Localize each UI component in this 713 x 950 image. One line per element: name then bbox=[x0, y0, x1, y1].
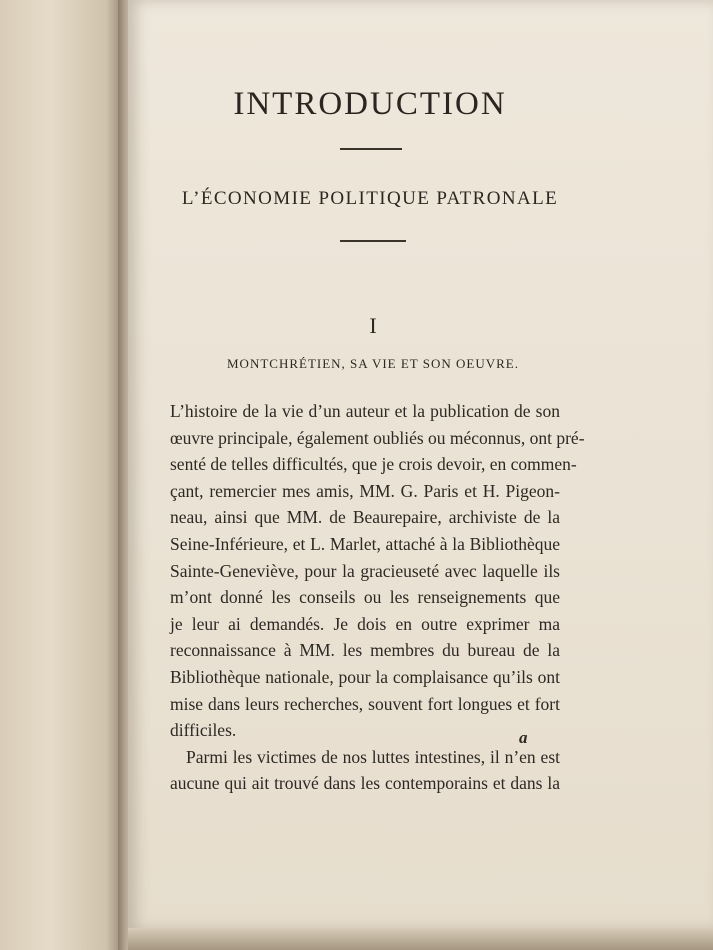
signature-mark: a bbox=[519, 728, 528, 747]
text-line: difficiles. bbox=[170, 720, 237, 741]
text-line: Bibliothèque nationale, pour la complaisance qu’ils ont bbox=[170, 666, 560, 687]
text-line: Sainte-Geneviève, pour la gracieuseté avec laquelle ils bbox=[170, 560, 560, 581]
text-line: reconnaissance à MM. les membres du bureau de la bbox=[170, 640, 560, 661]
text-line: je leur ai demandés. Je dois en outre exprimer ma bbox=[170, 613, 560, 634]
subtitle-rule bbox=[340, 240, 406, 242]
text-line: aucune qui ait trouvé dans les contemporains et dans la bbox=[170, 773, 560, 794]
text-line: L’histoire de la vie d’un auteur et la publication de son bbox=[170, 401, 560, 421]
title-rule bbox=[340, 148, 402, 150]
text-line: Parmi les victimes de nos luttes intestines, il n’en est bbox=[186, 746, 560, 767]
text-line: mise dans leurs recherches, souvent fort longues et fort bbox=[170, 693, 560, 714]
section-numeral: I bbox=[369, 313, 377, 338]
page-subtitle: L’ÉCONOMIE POLITIQUE PATRONALE bbox=[181, 188, 559, 209]
text-line: œuvre principale, également oubliés ou méconnus, ont pré- bbox=[170, 427, 585, 448]
page-bottom-edge bbox=[128, 928, 713, 950]
text-line: neau, ainsi que MM. de Beaurepaire, archiviste de la bbox=[170, 507, 560, 528]
page-title: INTRODUCTION bbox=[233, 86, 507, 122]
section-title: MONTCHRÉTIEN, SA VIE ET SON OEUVRE. bbox=[227, 356, 519, 371]
text-line: m’ont donné les conseils ou les renseignements que bbox=[170, 587, 560, 608]
body-text bbox=[170, 398, 585, 797]
text-line: senté de telles difficultés, que je crois devoir, en commen- bbox=[170, 454, 577, 475]
left-page-edge bbox=[0, 0, 125, 950]
text-line: Seine-Inférieure, et L. Marlet, attaché à la Bibliothèque bbox=[170, 533, 560, 554]
text-line: çant, remercier mes amis, MM. G. Paris et H. Pigeon- bbox=[170, 480, 560, 501]
